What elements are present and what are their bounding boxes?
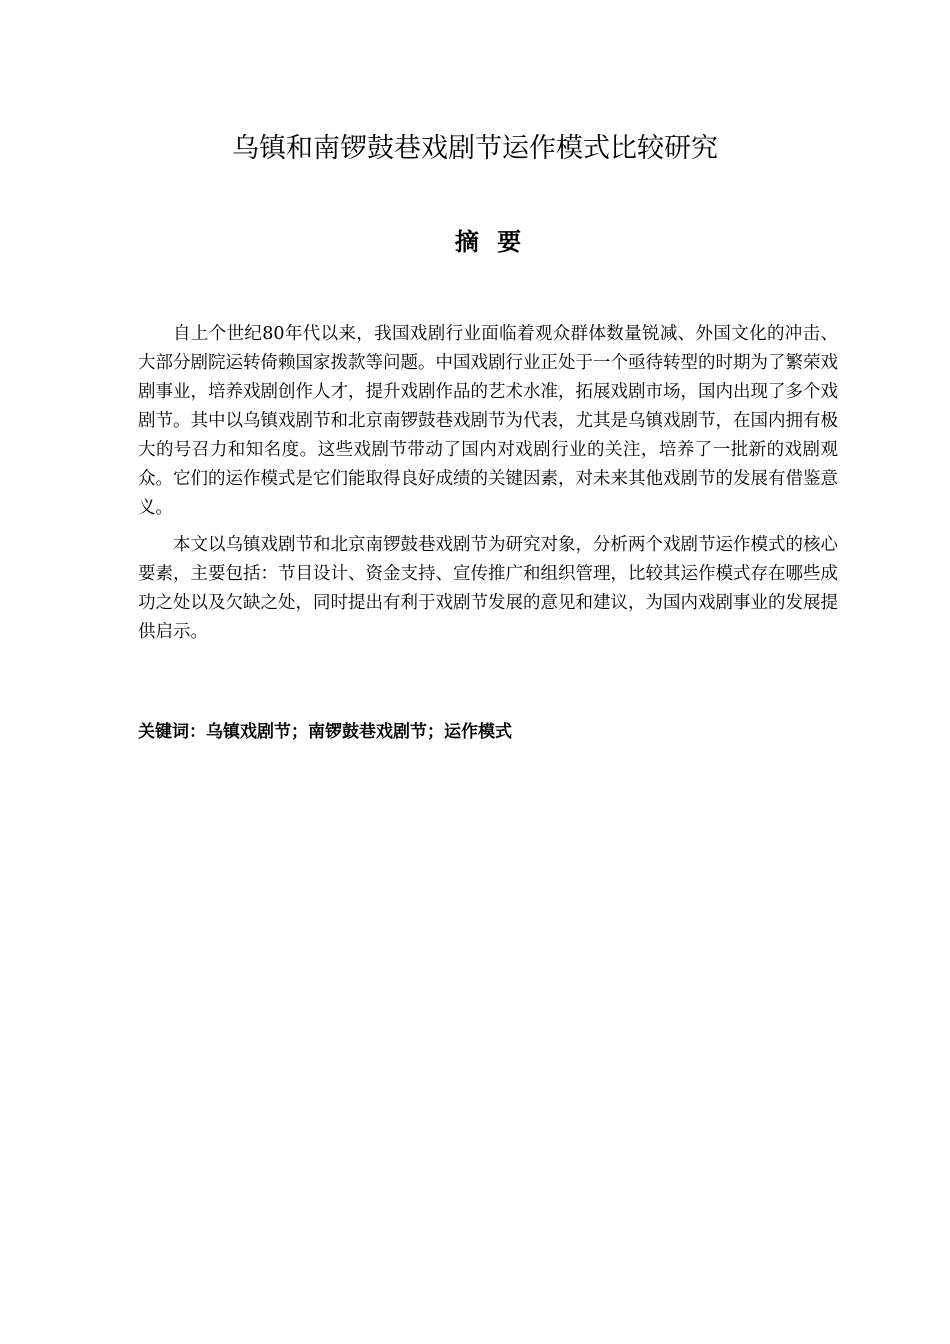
keywords-line: 关键词：乌镇戏剧节；南锣鼓巷戏剧节；运作模式 [138, 722, 512, 742]
document-title: 乌镇和南锣鼓巷戏剧节运作模式比较研究 [232, 133, 718, 164]
abstract-heading: 摘 要 [454, 228, 522, 256]
abstract-body [138, 320, 838, 655]
abstract-paragraph-2: 本文以乌镇戏剧节和北京南锣鼓巷戏剧节为研究对象，分析两个戏剧节运作模式的核心要素，主要包括：节目设计、资金支持、宣传推广和组织管理，比较其运作模式存在哪些成功之处以及欠缺之处，同时提出有利于戏剧节发展的意见和建议，为国内戏剧事业的发展提供启示。 [138, 535, 838, 642]
abstract-paragraph-1: 自上个世纪80年代以来，我国戏剧行业面临着观众群体数量锐减、外国文化的冲击、大部分剧院运转倚赖国家拨款等问题。中国戏剧行业正处于一个亟待转型的时期为了繁荣戏剧事业，培养戏剧创作人才，提升戏剧作品的艺术水准，拓展戏剧市场，国内出现了多个戏剧节。其中以乌镇戏剧节和北京南锣鼓巷戏剧节为代表，尤其是乌镇戏剧节，在国内拥有极大的号召力和知名度。这些戏剧节带动了国内对戏剧行业的关注，培养了一批新的戏剧观众。它们的运作模式是它们能取得良好成绩的关键因素，对未来其他戏剧节的发展有借鉴意义。 [138, 324, 838, 518]
